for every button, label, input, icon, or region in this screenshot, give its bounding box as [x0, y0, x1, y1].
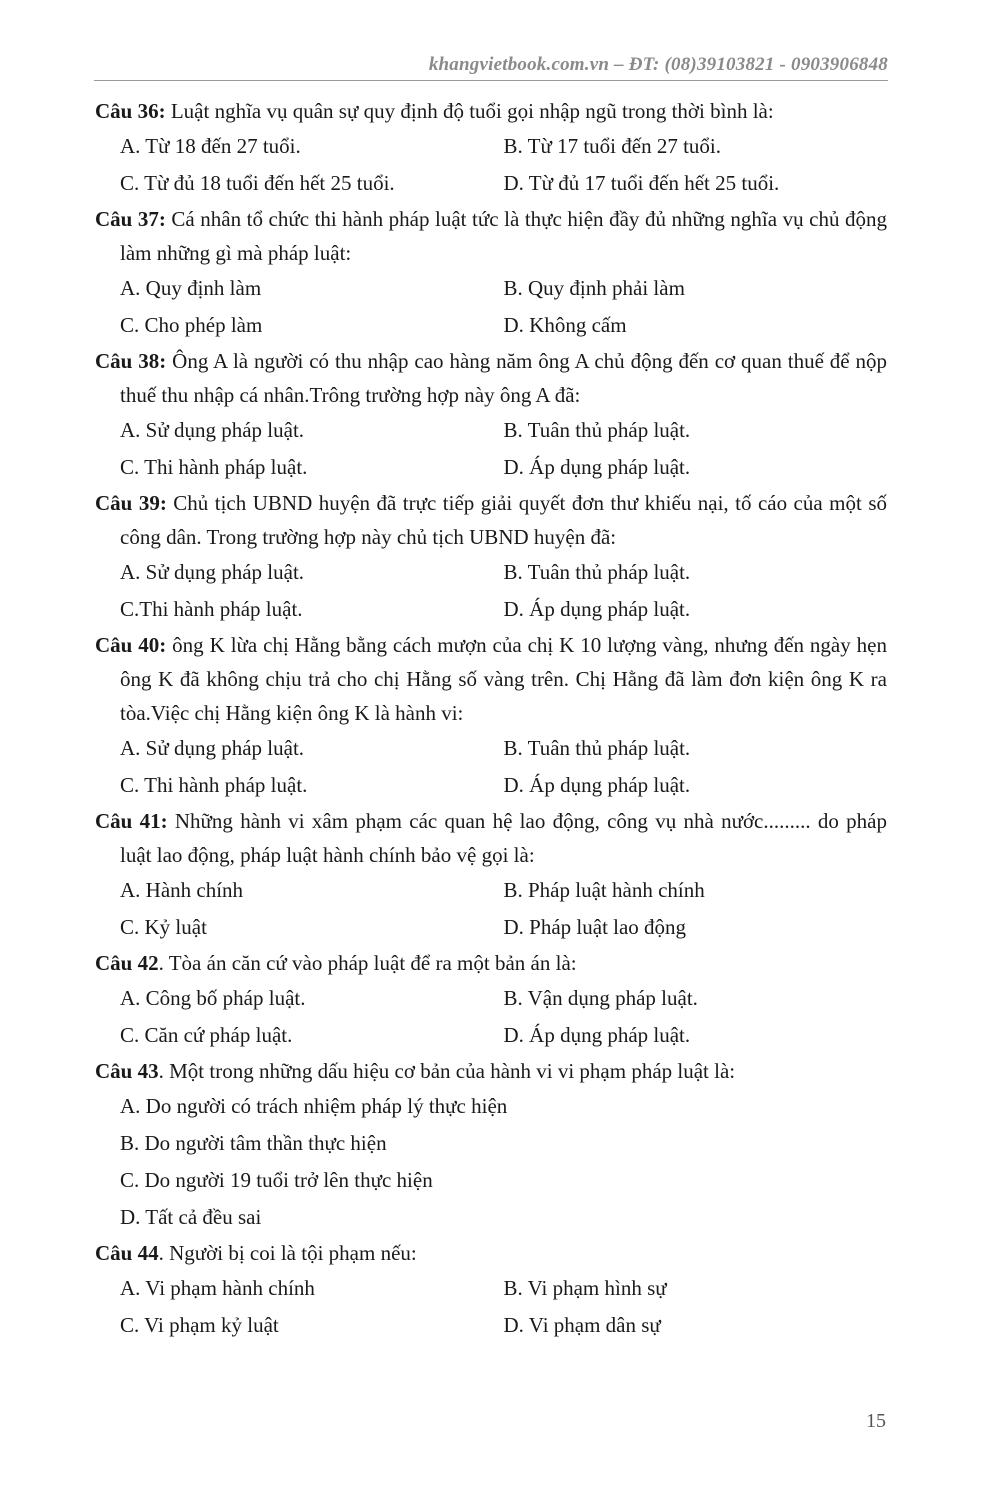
- question-text: [95, 344, 887, 412]
- question-37: [95, 202, 887, 344]
- option-c: C. Từ đủ 18 tuổi đến hết 25 tuổi.: [120, 171, 395, 195]
- option-row: [95, 270, 887, 307]
- question-label: Câu 39:: [95, 491, 167, 515]
- question-list: [95, 94, 887, 1344]
- option-row: [95, 591, 887, 628]
- question-body: . Một trong những dấu hiệu cơ bản của hành vi vi phạm pháp luật là:: [158, 1059, 736, 1083]
- option-c: C. Do người 19 tuổi trở lên thực hiện: [120, 1168, 433, 1192]
- option-c: C. Kỷ luật: [120, 915, 207, 939]
- option-a: A. Quy định làm: [120, 276, 262, 300]
- question-text: [95, 202, 887, 270]
- question-body: . Tòa án căn cứ vào pháp luật để ra một bản án là:: [158, 951, 577, 975]
- question-body: Chủ tịch UBND huyện đã trực tiếp giải quyết đơn thư khiếu nại, tố cáo của một số công dân. Trong trường hợp này chủ tịch UBND huyện đã:: [120, 491, 887, 549]
- question-text: [95, 804, 887, 872]
- option-d: D. Áp dụng pháp luật.: [503, 773, 691, 797]
- option-row: [95, 872, 887, 909]
- question-41: [95, 804, 887, 946]
- option-row: [95, 909, 887, 946]
- option-c: C. Căn cứ pháp luật.: [120, 1023, 293, 1047]
- header-divider: [94, 80, 888, 81]
- option-a: A. Hành chính: [120, 878, 244, 902]
- option-b: B. Pháp luật hành chính: [503, 878, 705, 902]
- option-b: B. Vi phạm hình sự: [503, 1276, 667, 1300]
- question-label: Câu 43: [95, 1059, 159, 1083]
- option-row: [95, 412, 887, 449]
- option-row: [95, 1307, 887, 1344]
- question-label: Câu 40:: [95, 633, 167, 657]
- option-row: [95, 165, 887, 202]
- option-row: [95, 307, 887, 344]
- option-d: D. Không cấm: [503, 313, 627, 337]
- option-c: C. Thi hành pháp luật.: [120, 773, 308, 797]
- question-body: Luật nghĩa vụ quân sự quy định độ tuổi gọi nhập ngũ trong thời bình là:: [165, 99, 774, 123]
- option-row: [95, 1017, 887, 1054]
- option-d: D. Tất cả đều sai: [120, 1205, 262, 1229]
- question-44: [95, 1236, 887, 1344]
- option-b: B. Vận dụng pháp luật.: [503, 986, 698, 1010]
- question-text: [95, 946, 887, 980]
- option-d: D. Từ đủ 17 tuổi đến hết 25 tuổi.: [503, 171, 780, 195]
- question-42: [95, 946, 887, 1054]
- option-c: C. Cho phép làm: [120, 313, 263, 337]
- question-body: Ông A là người có thu nhập cao hàng năm ông A chủ động đến cơ quan thuế để nộp thuế thu nhập cá nhân.Trông trường hợp này ông A đã:: [120, 349, 888, 407]
- question-body: ông K lừa chị Hằng bằng cách mượn của chị K 10 lượng vàng, nhưng đến ngày hẹn ông K đã không chịu trả cho chị Hằng số vàng trên. Chị Hằng đã làm đơn kiện ông K ra tòa.Việc chị Hằng kiện ông K là hành vi:: [120, 633, 887, 725]
- question-text: [95, 486, 887, 554]
- question-label: Câu 42: [95, 951, 159, 975]
- option-row: [95, 449, 887, 486]
- option-d: D. Áp dụng pháp luật.: [503, 455, 691, 479]
- option-a: A. Từ 18 đến 27 tuổi.: [120, 134, 301, 158]
- option-a: A. Do người có trách nhiệm pháp lý thực hiện: [120, 1094, 508, 1118]
- option-row: [95, 980, 887, 1017]
- option-d: D. Áp dụng pháp luật.: [503, 1023, 691, 1047]
- option-a: A. Vi phạm hành chính: [120, 1276, 315, 1300]
- question-body: . Người bị coi là tội phạm nếu:: [158, 1241, 417, 1265]
- option-a: A. Sử dụng pháp luật.: [120, 736, 305, 760]
- option-c: C.Thi hành pháp luật.: [120, 597, 303, 621]
- question-body: Những hành vi xâm phạm các quan hệ lao động, công vụ nhà nước......... do pháp luật lao động, pháp luật hành chính bảo vệ gọi là:: [120, 809, 887, 867]
- option-row: [95, 554, 887, 591]
- option-a: A. Sử dụng pháp luật.: [120, 560, 305, 584]
- option-c: C. Vi phạm kỷ luật: [120, 1313, 279, 1337]
- question-36: [95, 94, 887, 202]
- question-text: [95, 1054, 887, 1088]
- question-label: Câu 38:: [95, 349, 167, 373]
- option-row: [95, 1270, 887, 1307]
- option-b: B. Tuân thủ pháp luật.: [503, 736, 691, 760]
- option-b: B. Tuân thủ pháp luật.: [503, 560, 691, 584]
- option-b: B. Quy định phải làm: [503, 276, 685, 300]
- question-label: Câu 44: [95, 1241, 159, 1265]
- question-38: [95, 344, 887, 486]
- question-label: Câu 37:: [95, 207, 166, 231]
- option-d: D. Pháp luật lao động: [503, 915, 687, 939]
- question-label: Câu 36:: [95, 99, 166, 123]
- option-d: D. Vi phạm dân sự: [503, 1313, 661, 1337]
- page-header: khangvietbook.com.vn – ĐT: (08)39103821 - 0903906848: [428, 54, 888, 75]
- question-text: [95, 94, 887, 128]
- option-row: [95, 767, 887, 804]
- question-body: Cá nhân tổ chức thi hành pháp luật tức là thực hiện đầy đủ những nghĩa vụ chủ động làm những gì mà pháp luật:: [120, 207, 888, 265]
- option-row: [95, 128, 887, 165]
- option-c: C. Thi hành pháp luật.: [120, 455, 308, 479]
- page-number: 15: [866, 1410, 886, 1432]
- option-a: A. Sử dụng pháp luật.: [120, 418, 305, 442]
- question-text: [95, 1236, 887, 1270]
- question-43: [95, 1054, 887, 1236]
- option-b: B. Do người tâm thần thực hiện: [120, 1131, 387, 1155]
- option-b: B. Tuân thủ pháp luật.: [503, 418, 691, 442]
- option-b: B. Từ 17 tuổi đến 27 tuổi.: [503, 134, 721, 158]
- option-a: A. Công bố pháp luật.: [120, 986, 306, 1010]
- question-40: [95, 628, 887, 804]
- question-label: Câu 41:: [95, 809, 168, 833]
- option-d: D. Áp dụng pháp luật.: [503, 597, 691, 621]
- question-text: [95, 628, 887, 730]
- option-row: [95, 730, 887, 767]
- question-39: [95, 486, 887, 628]
